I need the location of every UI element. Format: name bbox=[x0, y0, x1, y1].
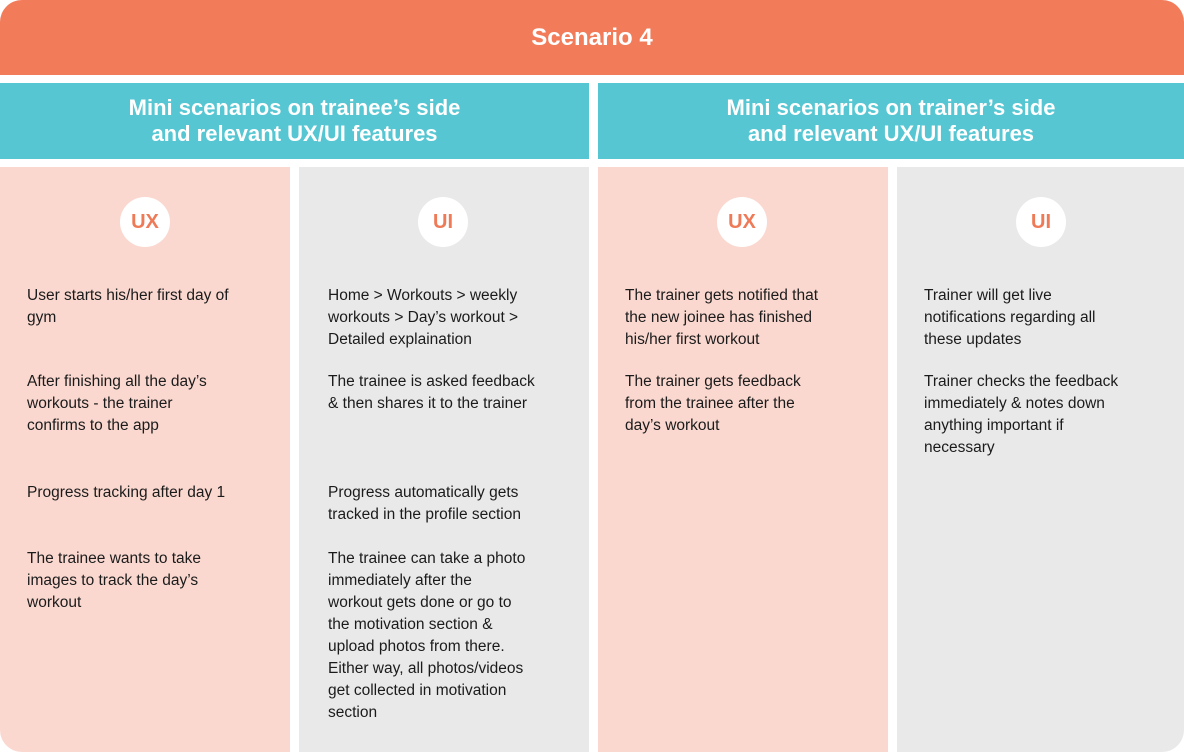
item-line: tracked in the profile section bbox=[328, 506, 521, 523]
item-line: & then shares it to the trainer bbox=[328, 395, 528, 412]
trainer-section-header bbox=[598, 83, 1184, 159]
trainer-ui-badge: UI bbox=[1016, 197, 1066, 247]
item-line: Detailed explaination bbox=[328, 331, 472, 348]
trainer-ux-item bbox=[625, 371, 801, 437]
item-line: workout gets done or go to bbox=[328, 594, 512, 611]
trainee-ux-item bbox=[27, 548, 201, 614]
scenario-title: Scenario 4 bbox=[0, 0, 1184, 75]
item-line: immediately after the bbox=[328, 572, 472, 589]
item-line: day’s workout bbox=[625, 417, 720, 434]
trainee-header-line-2: and relevant UX/UI features bbox=[151, 121, 438, 146]
item-line: Progress automatically gets bbox=[328, 484, 519, 501]
item-line: The trainee can take a photo bbox=[328, 550, 526, 567]
item-line: these updates bbox=[924, 331, 1022, 348]
item-line: images to track the day’s bbox=[27, 572, 199, 589]
item-line: from the trainee after the bbox=[625, 395, 795, 412]
trainer-ux-item bbox=[625, 285, 818, 351]
item-line: The trainer gets notified that bbox=[625, 287, 819, 304]
trainee-ux-item bbox=[27, 482, 225, 504]
item-line: The trainee is asked feedback bbox=[328, 373, 535, 390]
trainee-ui-item bbox=[328, 371, 535, 415]
trainee-ui-item bbox=[328, 548, 525, 724]
item-line: The trainee wants to take bbox=[27, 550, 202, 567]
item-line: gym bbox=[27, 309, 57, 326]
trainee-ui-item bbox=[328, 482, 521, 526]
item-line: Either way, all photos/videos bbox=[328, 660, 524, 677]
item-line: his/her first workout bbox=[625, 331, 760, 348]
trainee-ux-item bbox=[27, 371, 207, 437]
item-line: Trainer will get live bbox=[924, 287, 1052, 304]
trainer-ui-item bbox=[924, 285, 1095, 351]
item-line: workouts - the trainer bbox=[27, 395, 173, 412]
item-line: workout bbox=[27, 594, 82, 611]
item-line: After finishing all the day’s bbox=[27, 373, 207, 390]
item-line: Progress tracking after day 1 bbox=[27, 484, 226, 501]
item-line: necessary bbox=[924, 439, 995, 456]
item-line: confirms to the app bbox=[27, 417, 159, 434]
trainer-ux-column bbox=[598, 167, 888, 752]
item-line: workouts > Day’s workout > bbox=[328, 309, 519, 326]
trainer-header-line-1: Mini scenarios on trainer’s side bbox=[726, 95, 1056, 120]
item-line: notifications regarding all bbox=[924, 309, 1096, 326]
trainer-header-line-2: and relevant UX/UI features bbox=[747, 121, 1035, 146]
item-line: The trainer gets feedback bbox=[625, 373, 801, 390]
trainer-ux-badge: UX bbox=[717, 197, 767, 247]
item-line: the motivation section & bbox=[328, 616, 493, 633]
item-line: Home > Workouts > weekly bbox=[328, 287, 518, 304]
trainee-section-header bbox=[0, 83, 589, 159]
trainer-ui-column bbox=[897, 167, 1184, 752]
trainee-ux-column bbox=[0, 167, 290, 752]
trainee-ui-badge: UI bbox=[418, 197, 468, 247]
item-line: anything important if bbox=[924, 417, 1064, 434]
item-line: immediately & notes down bbox=[924, 395, 1105, 412]
trainer-ui-item bbox=[924, 371, 1118, 459]
trainee-ui-item bbox=[328, 285, 518, 351]
trainee-header-line-1: Mini scenarios on trainee’s side bbox=[128, 95, 461, 120]
trainee-ux-item bbox=[27, 285, 229, 329]
item-line: the new joinee has finished bbox=[625, 309, 812, 326]
item-line: get collected in motivation bbox=[328, 682, 507, 699]
item-line: User starts his/her first day of bbox=[27, 287, 229, 304]
trainee-ux-badge: UX bbox=[120, 197, 170, 247]
item-line: Trainer checks the feedback bbox=[924, 373, 1119, 390]
item-line: section bbox=[328, 704, 378, 721]
item-line: upload photos from there. bbox=[328, 638, 505, 655]
